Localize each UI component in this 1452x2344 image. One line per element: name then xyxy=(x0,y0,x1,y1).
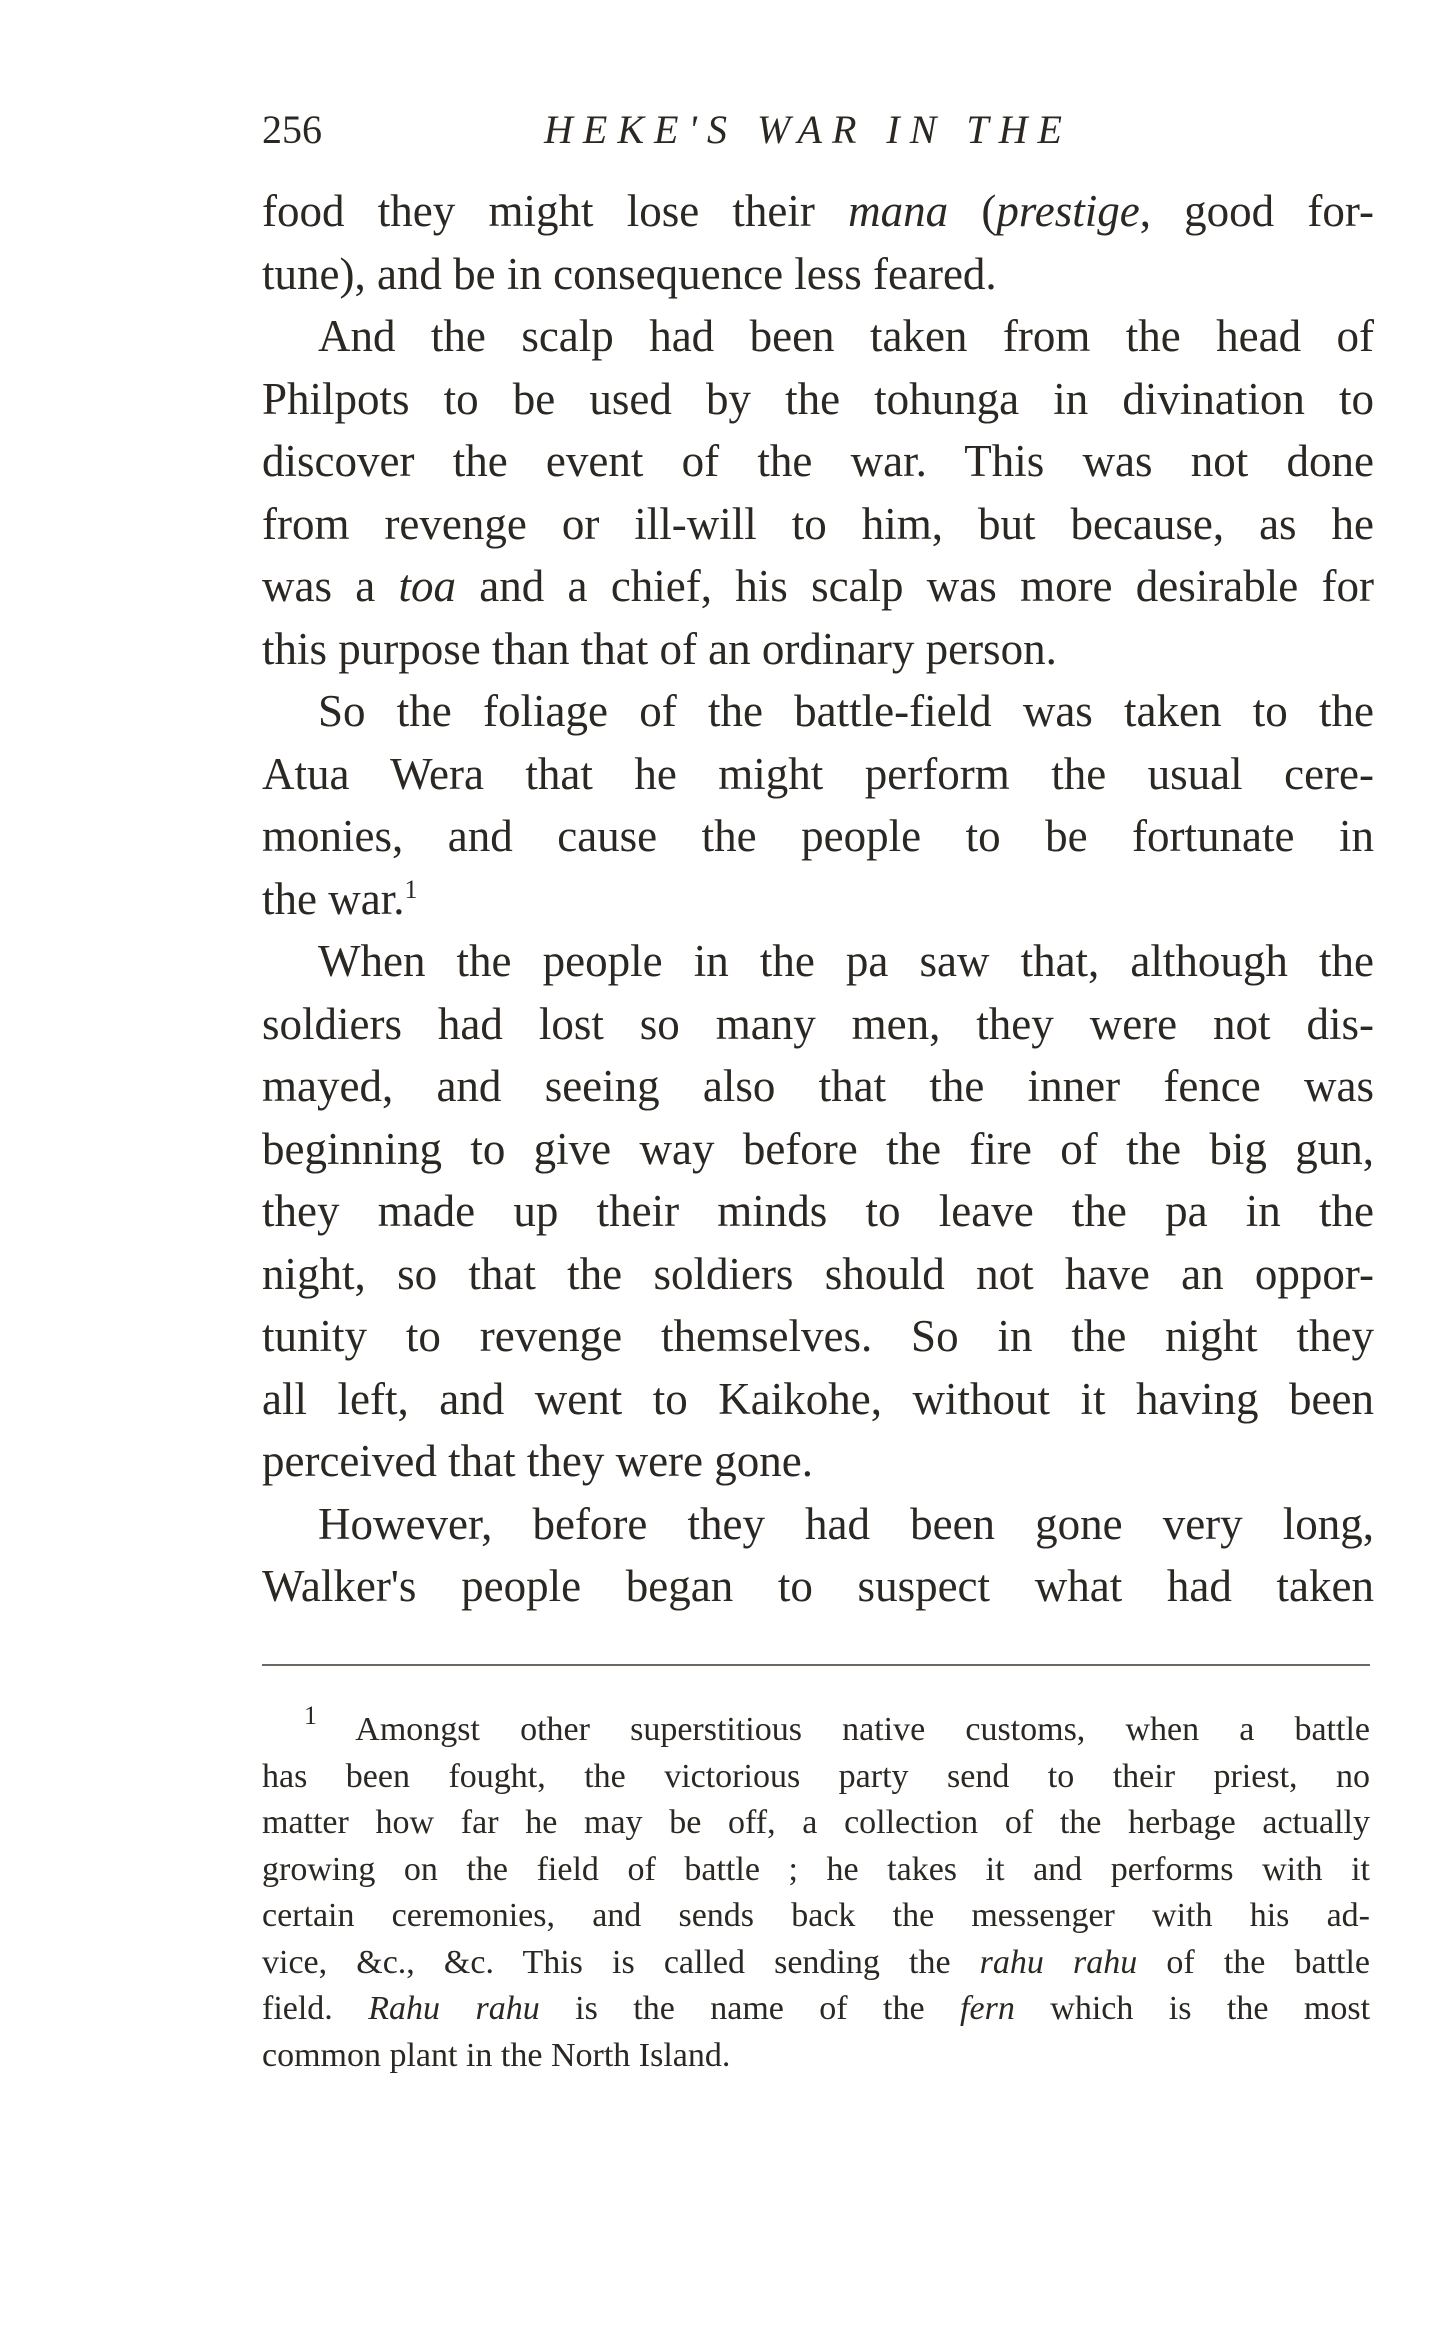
footnote-line: has been fought, the victorious party send to their priest, no xyxy=(262,1757,1370,1795)
body-text xyxy=(262,180,1374,1618)
text-line: mayed, and seeing also that the inner fence was xyxy=(262,1061,1374,1111)
text-line: Philpots to be used by the tohunga in divination to xyxy=(262,373,1374,424)
text-line: soldiers had lost so many men, they were not dis- xyxy=(262,998,1374,1049)
footnote-line: certain ceremonies, and sends back the messenger with his ad- xyxy=(262,1897,1370,1934)
footnote-rule xyxy=(262,1664,1370,1666)
paragraph-start: So the foliage of the battle-field was taken to the xyxy=(318,686,1374,736)
text-line: from revenge or ill-will to him, but because, as he xyxy=(262,498,1374,549)
text-line: the war.$^1$ xyxy=(262,873,418,924)
page-header xyxy=(262,100,1372,160)
paragraph-start: When the people in the pa saw that, although the xyxy=(318,936,1374,986)
paragraph-start: And the scalp had been taken from the head of xyxy=(318,311,1374,361)
text-line: monies, and cause the people to be fortunate in xyxy=(262,811,1374,861)
text-line: was a toa and a chief, his scalp was more desirable for xyxy=(262,561,1374,611)
text-line: Atua Wera that he might perform the usual cere- xyxy=(262,748,1374,799)
text-line: tunity to revenge themselves. So in the night they xyxy=(262,1311,1374,1361)
footnote-line: field. Rahu rahu is the name of the fern which is the most xyxy=(262,1990,1371,2027)
paragraph-start: However, before they had been gone very long, xyxy=(318,1498,1374,1549)
footnote-line: vice, &c., &c. This is called sending the rahu rahu of the battle xyxy=(262,1943,1370,1981)
text-line: perceived that they were gone. xyxy=(262,1436,813,1486)
text-line: they made up their minds to leave the pa in the xyxy=(262,1186,1374,1236)
text-line: food they might lose their mana (prestige, good for- xyxy=(262,186,1374,236)
footnote-line: $^1$ Amongst other superstitious native customs, when a battle xyxy=(304,1701,1370,1748)
text-line: discover the event of the war. This was not done xyxy=(262,436,1374,486)
text-line: Walker's people began to suspect what had taken xyxy=(262,1561,1374,1611)
running-head: HEKE'S WAR IN THE xyxy=(544,107,1072,152)
text-line: this purpose than that of an ordinary person. xyxy=(262,623,1057,674)
page-number: 256 xyxy=(262,107,322,152)
text-line: all left, and went to Kaikohe, without it having been xyxy=(262,1373,1374,1424)
text-line: tune), and be in consequence less feared. xyxy=(262,248,997,299)
footnote-line: matter how far he may be off, a collection of the herbage actually xyxy=(262,1804,1370,1841)
footnote-line: common plant in the North Island. xyxy=(262,2036,731,2074)
footnote-line: growing on the field of battle ; he takes it and performs with it xyxy=(262,1850,1370,1888)
footnote-marker: 1 xyxy=(404,874,418,904)
text-line: night, so that the soldiers should not have an oppor- xyxy=(262,1248,1374,1299)
text-line: beginning to give way before the fire of the big gun, xyxy=(262,1123,1374,1174)
footnote-number: 1 xyxy=(304,1701,317,1730)
footnotes xyxy=(262,1701,1371,2079)
